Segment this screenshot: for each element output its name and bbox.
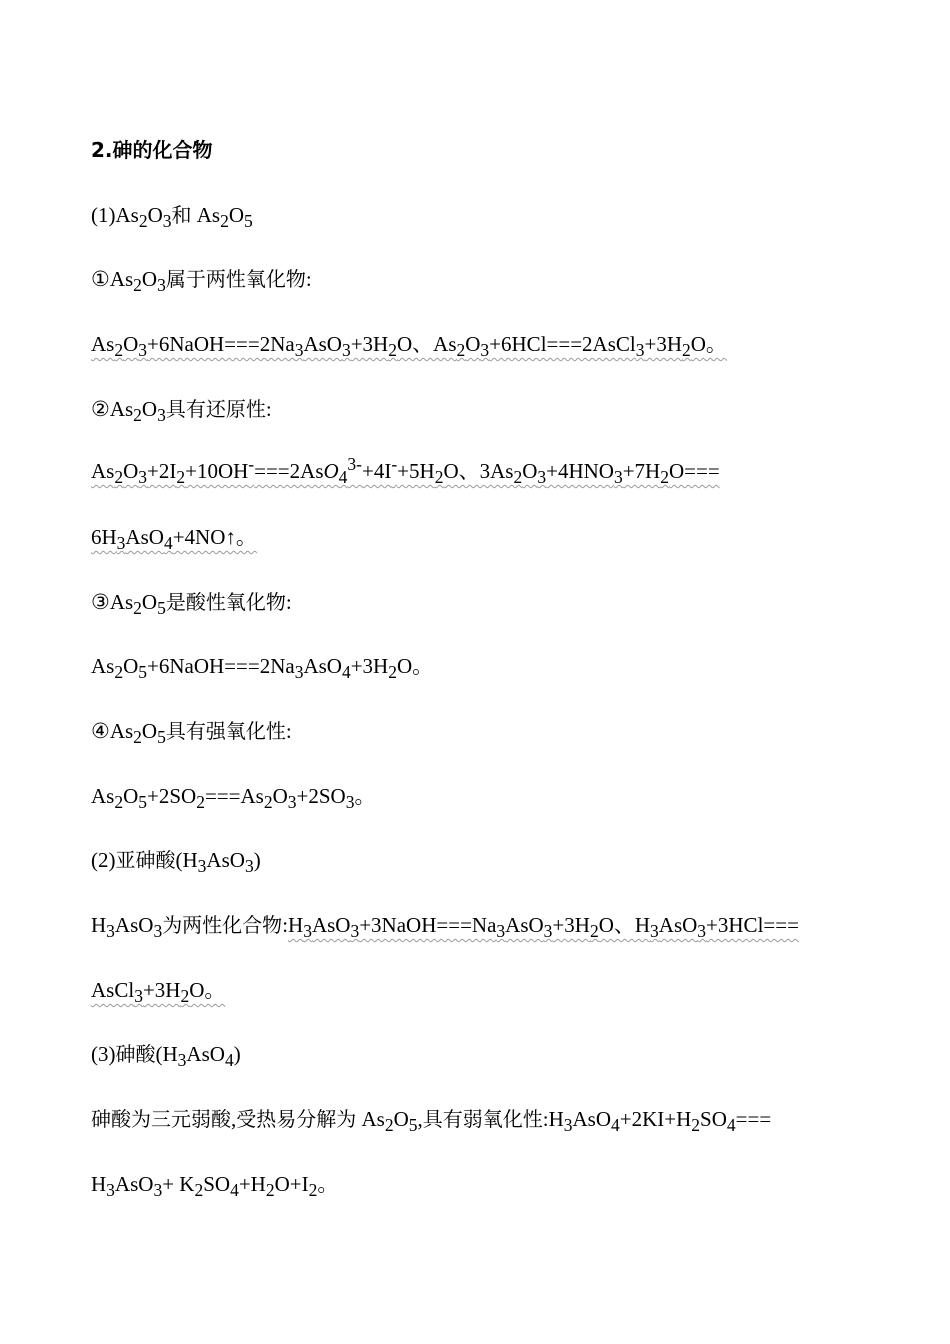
item-2-reducing: $②As_2O_3$具有还原性: bbox=[91, 397, 272, 426]
section-heading: 2.砷的化合物 bbox=[91, 138, 213, 162]
arsenic-acid-text: 砷酸为三元弱酸,受热易分解为 $As_2O_5$,具有弱氧化性$:H_3AsO_4+2KI+H_2SO_4===$ bbox=[91, 1107, 772, 1136]
equation-4: $As_2O_5+2SO_2===As_2O_3+2SO_3$。 bbox=[91, 784, 376, 813]
subsection-arsenous-acid: (2)亚砷酸$(H_3AsO_3)$ bbox=[91, 848, 261, 877]
subsection-arsenic-acid: (3)砷酸$(H_3AsO_4)$ bbox=[91, 1042, 241, 1071]
item-4-oxidizing: $④As_2O_5$具有强氧化性: bbox=[91, 719, 292, 748]
subsection-as2o3-as2o5: $(1)As_2O_3$和 $As_2O_5$ bbox=[91, 203, 253, 232]
item-3-acidic: $③As_2O_5$是酸性氧化物: bbox=[91, 590, 292, 619]
item-1-amphoteric: $①As_2O_3$属于两性氧化物: bbox=[91, 267, 312, 296]
equation-3: $As_2O_5+6NaOH===2Na_3AsO_4+3H_2O$。 bbox=[91, 654, 434, 683]
arsenous-acid-text: $H_3AsO_3$为两性化合物$:H_3AsO_3+3NaOH===Na_3AsO_3+3H_2O$、$H_3AsO_3+3HCl===$ bbox=[91, 913, 799, 942]
arsenic-acid-text-cont: $H_3AsO_3+ K_2SO_4+H_2O+I_2$。 bbox=[91, 1172, 339, 1201]
equation-1: $As_2O_3+6NaOH===2Na_3AsO_3+3H_2O$、$As_2O_3+6HCl===2AsCl_3+3H_2O$。 bbox=[91, 332, 727, 361]
equation-2a: $As_2O_3+2I_2+10OH^-===2AsO_4^{3-}+4I^-+5H_2O$、$3As_2O_3+4HNO_3+7H_2O===$ bbox=[91, 454, 720, 488]
equation-2b: $6H_3AsO_4+4NO↑$。 bbox=[91, 525, 257, 554]
arsenous-acid-text-cont: $AsCl_3+3H_2O$。 bbox=[91, 978, 226, 1007]
